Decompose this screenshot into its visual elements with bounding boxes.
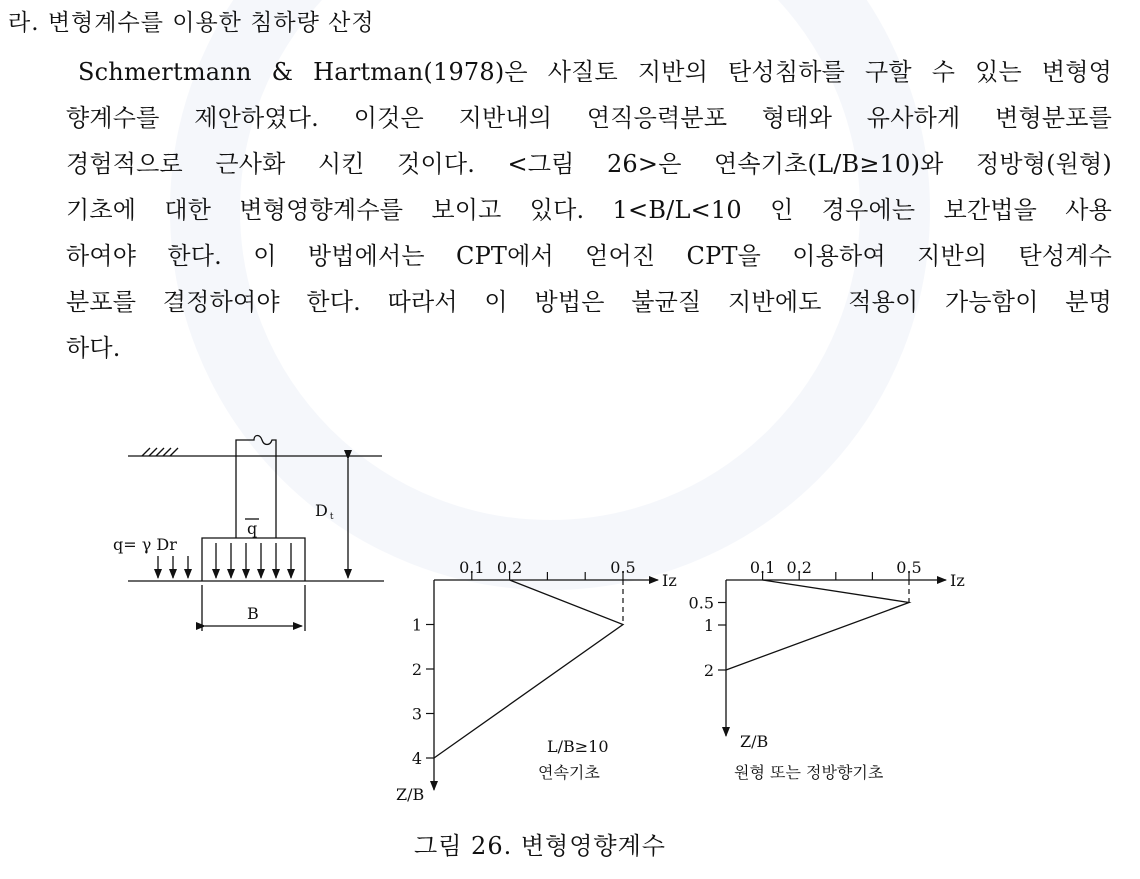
surcharge-label: q= γ Dr xyxy=(113,535,177,554)
paragraph-line: 하다. xyxy=(66,334,121,362)
paragraph-line: 향계수를 제안하였다. 이것은 지반내의 연직응력분포 형태와 유사하게 변형분포를 xyxy=(66,104,1112,132)
y-tick-label: 0.5 xyxy=(688,593,714,613)
surcharge-arrows xyxy=(158,556,188,578)
footing-outline xyxy=(202,538,305,581)
x-tick-label: 0.1 xyxy=(749,558,776,577)
y-tick-label: 4 xyxy=(411,749,422,768)
x-tick-label: 0.5 xyxy=(896,558,922,577)
x-tick-label: 0.1 xyxy=(459,558,485,577)
paragraph-line: 하여야 한다. 이 방법에서는 CPT에서 얻어진 CPT을 이용하여 지반의 탄성계수 xyxy=(66,242,1112,270)
figure-caption: 그림 26. 변형영향계수 xyxy=(414,832,666,860)
x-tick-label: 0.5 xyxy=(610,558,636,577)
x-tick-label: 0.2 xyxy=(496,558,523,577)
y-tick-label: 1 xyxy=(703,616,714,635)
square-footing-chart xyxy=(689,558,965,751)
section-heading: 라. 변형계수를 이용한 침하량 산정 xyxy=(8,10,375,36)
paragraph-line: Schmertmann & Hartman(1978)은 사질토 지반의 탄성침하를 구할 수 있는 변형영 xyxy=(78,58,1112,86)
strip-footing-label: 연속기초 xyxy=(538,763,600,782)
ground-hatch-icon xyxy=(142,448,178,456)
depth-label: Dt xyxy=(315,501,334,522)
y-tick-label: 3 xyxy=(411,704,422,724)
paragraph-line: 경험적으로 근사화 시킨 것이다. <그림 26>은 연속기초(L/B≥10)와 정방형(원형) xyxy=(66,150,1112,178)
y-axis-label: Z/B xyxy=(396,785,425,804)
y-tick-label: 2 xyxy=(411,660,422,679)
iz-distribution-line xyxy=(726,580,909,670)
pressure-label: q xyxy=(247,519,258,538)
condition-label: L/B≥10 xyxy=(547,737,609,756)
x-axis-label: Iz xyxy=(950,571,965,590)
y-tick-label: 2 xyxy=(703,661,714,680)
footing-pressure-arrows xyxy=(216,543,291,578)
paragraph-line: 분포를 결정하여야 한다. 따라서 이 방법은 불균질 지반에도 적용이 가능함이 분명 xyxy=(66,288,1112,316)
y-tick-label: 1 xyxy=(411,615,422,635)
square-footing-label: 원형 또는 정방향기초 xyxy=(734,763,884,782)
x-axis-label: Iz xyxy=(662,571,677,590)
paragraph-line: 기초에 대한 변형영향계수를 보이고 있다. 1<B/L<10 인 경우에는 보간법을 사용 xyxy=(66,196,1112,224)
x-tick-label: 0.2 xyxy=(786,558,812,577)
iz-distribution-line xyxy=(434,580,623,758)
width-label: B xyxy=(247,604,259,623)
y-axis-label: Z/B xyxy=(740,732,769,751)
strip-footing-chart xyxy=(396,558,677,804)
